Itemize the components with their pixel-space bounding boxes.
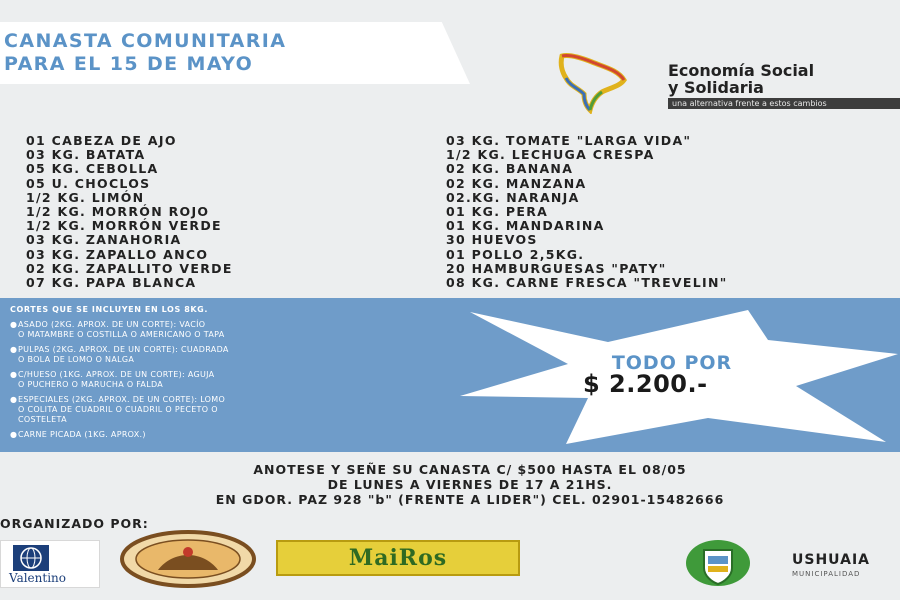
- info-line-3: EN GDOR. PAZ 928 "b" (FRENTE A LIDER") CEL. 02901-15482666: [215, 492, 725, 507]
- list-item: 30 HUEVOS: [446, 232, 538, 248]
- cut-item: [10, 345, 440, 365]
- valentino-logo: [0, 540, 100, 588]
- list-item: 01 POLLO 2,5KG.: [446, 246, 585, 262]
- list-item: 01 KG. PERA: [446, 203, 549, 219]
- cut-line: ASADO (2KG. APROX. DE UN CORTE): VACÍO: [18, 320, 206, 329]
- list-item: 03 KG. ZAPALLO ANCO: [26, 246, 209, 262]
- cut-line: O BOLA DE LOMO O NALGA: [18, 355, 135, 364]
- list-item: 03 KG. TOMATE "LARGA VIDA": [446, 133, 692, 148]
- price-value: $ 2.200.-: [583, 370, 708, 398]
- list-item: 1/2 KG. LIMÓN: [26, 189, 145, 205]
- title-line-2: PARA EL 15 DE MAYO: [4, 53, 254, 75]
- globe-icon: [13, 545, 49, 571]
- cut-item: [10, 395, 440, 425]
- bullet-icon: ●: [10, 345, 17, 354]
- map-logo-icon: [548, 52, 630, 114]
- association-seal-icon: [118, 530, 258, 588]
- product-list-left: [26, 134, 233, 290]
- brand-name-line-2: y Solidaria: [668, 78, 764, 97]
- list-item: 1/2 KG. MORRÓN ROJO: [26, 203, 210, 219]
- mairos-logo: [276, 540, 520, 576]
- cut-line: CARNE PICADA (1KG. APROX.): [18, 430, 146, 439]
- list-item: 02 KG. BANANA: [446, 161, 574, 177]
- list-item: 03 KG. BATATA: [26, 147, 146, 163]
- cut-line: PULPAS (2KG. APROX. DE UN CORTE): CUADRADA: [18, 345, 229, 354]
- list-item: 07 KG. PAPA BLANCA: [26, 274, 197, 290]
- list-item: 20 HAMBURGUESAS "PATY": [446, 260, 667, 276]
- info-line-2: DE LUNES A VIERNES DE 17 A 21HS.: [327, 477, 613, 492]
- bullet-icon: ●: [10, 320, 17, 329]
- organizers-label: ORGANIZADO POR:: [0, 516, 149, 531]
- list-item: 01 CABEZA DE AJO: [26, 133, 177, 148]
- valentino-name: Valentino: [9, 571, 66, 585]
- product-list-right: [446, 134, 728, 290]
- list-item: 02 KG. ZAPALLITO VERDE: [26, 260, 233, 276]
- bullet-icon: ●: [10, 370, 17, 379]
- cut-line: O PUCHERO O MARUCHA O FALDA: [18, 380, 164, 389]
- ushuaia-name: USHUAIA: [792, 552, 870, 568]
- list-item: 1/2 KG. LECHUGA CRESPA: [446, 147, 655, 163]
- price-label: TODO POR: [611, 352, 733, 374]
- list-item: 08 KG. CARNE FRESCA "TREVELIN": [446, 274, 728, 290]
- list-item: 05 U. CHOCLOS: [26, 175, 151, 191]
- cut-line: C/HUESO (1KG. APROX. DE UN CORTE): AGUJA: [18, 370, 215, 379]
- cut-item: [10, 320, 440, 340]
- cut-item: [10, 430, 440, 440]
- brand-tagline: una alternativa frente a estos cambios: [668, 98, 900, 109]
- cut-line: O COLITA DE CUADRIL O CUADRIL O PECETO O: [18, 405, 218, 414]
- list-item: 03 KG. ZANAHORIA: [26, 232, 182, 248]
- bullet-icon: ●: [10, 430, 17, 439]
- list-item: 02 KG. MANZANA: [446, 175, 587, 191]
- brand-name-line-1: Economía Social: [668, 61, 815, 80]
- ushuaia-shield-icon: [684, 538, 752, 588]
- title-line-1: CANASTA COMUNITARIA: [4, 30, 287, 52]
- list-item: 02.KG. NARANJA: [446, 189, 580, 205]
- info-block: [70, 462, 870, 507]
- brand-block: [668, 62, 900, 109]
- mairos-name: MaiRos: [348, 545, 448, 571]
- cut-item: [10, 370, 440, 390]
- cut-line: O MATAMBRE O COSTILLA O AMERICANO O TAPA: [18, 330, 225, 339]
- list-item: 05 KG. CEBOLLA: [26, 161, 159, 177]
- info-line-1: ANOTESE Y SEÑE SU CANASTA C/ $500 HASTA EL 08/05: [253, 462, 687, 477]
- cut-line: COSTELETA: [18, 415, 67, 424]
- list-item: 1/2 KG. MORRÓN VERDE: [26, 218, 222, 234]
- ushuaia-subtitle: MUNICIPALIDAD: [792, 570, 861, 578]
- bullet-icon: ●: [10, 395, 17, 404]
- cuts-section: [10, 305, 440, 445]
- cuts-title: CORTES QUE SE INCLUYEN EN LOS 8KG.: [10, 305, 208, 314]
- cut-line: ESPECIALES (2KG. APROX. DE UN CORTE): LOMO: [18, 395, 226, 404]
- list-item: 01 KG. MANDARINA: [446, 218, 605, 234]
